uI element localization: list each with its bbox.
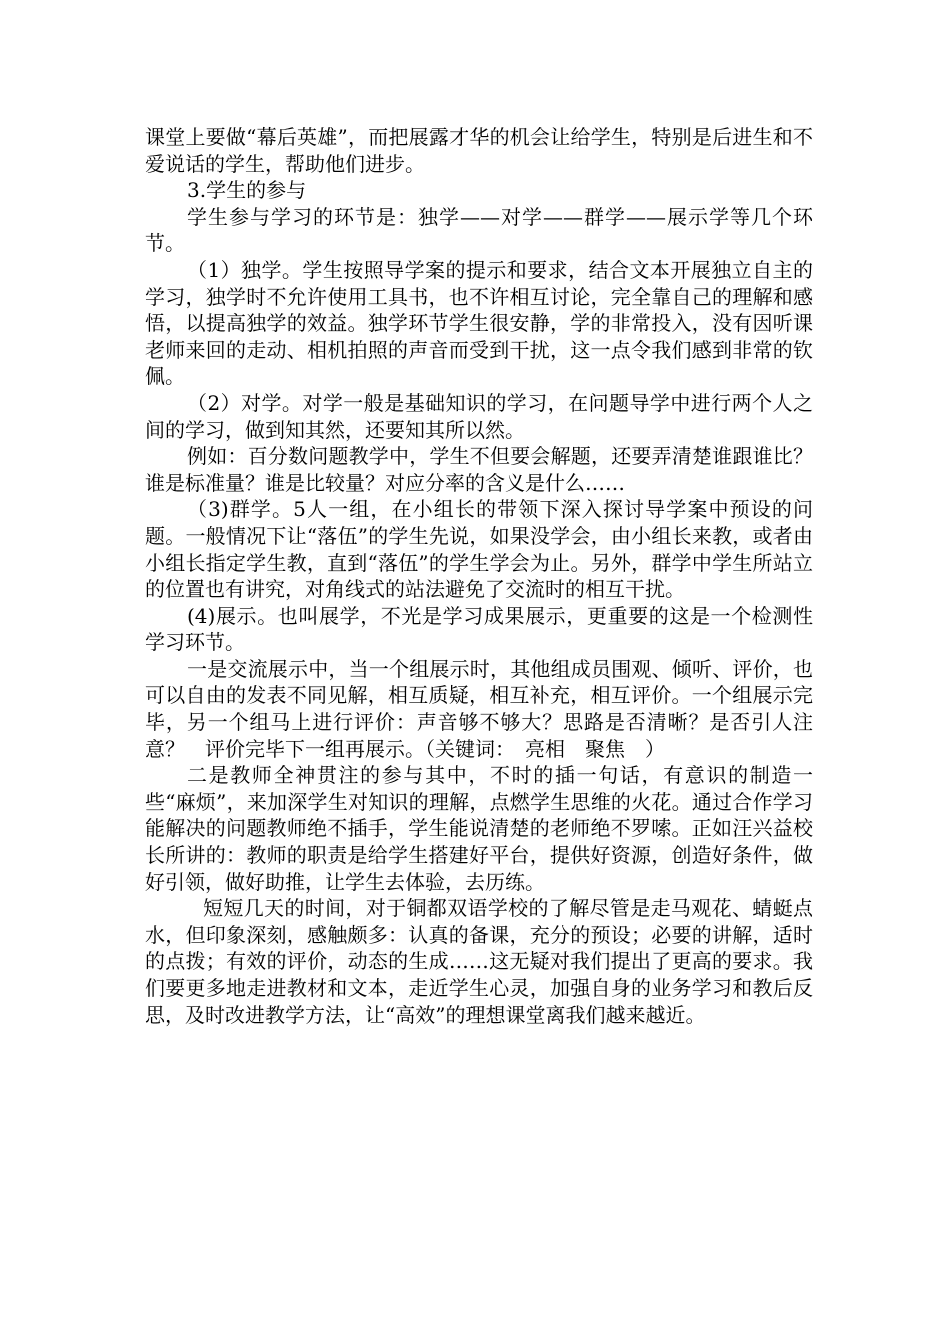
section-heading-student-participation: 3.学生的参与 <box>187 178 307 203</box>
paragraph-pair-study: （2）对学。对学一般是基础知识的学习，在问题导学中进行两个人之间的学习，做到知其然，还要知其所以然。 <box>145 390 813 442</box>
paragraph-exchange-presentation: 一是交流展示中，当一个组展示时，其他组成员围观、倾听、评价，也可以自由的发表不同见解，相互质疑，相互补充，相互评价。一个组展示完毕，另一个组马上进行评价：声音够不够大？思路是否清晰？是否引人注意？ 评价完毕下一组再展示。（关键词： 亮相 聚焦 ） <box>145 656 813 761</box>
paragraph-conclusion: 短短几天的时间，对于铜都双语学校的了解尽管是走马观花、蜻蜓点水，但印象深刻，感触颇多：认真的备课，充分的预设；必要的讲解，适时的点拨；有效的评价，动态的生成……这无疑对我们提出了更高的要求。我们要更多地走进教材和文本，走近学生心灵，加强自身的业务学习和教后反思，及时改进教学方法，让“高效”的理想课堂离我们越来越近。 <box>145 896 813 1027</box>
document-page <box>145 124 813 1028</box>
paragraph-learning-stages: 学生参与学习的环节是：独学——对学——群学——展示学等几个环节。 <box>145 204 813 256</box>
paragraph-continuation: 课堂上要做“幕后英雄”，而把展露才华的机会让给学生，特别是后进生和不爱说话的学生，帮助他们进步。 <box>145 125 813 176</box>
paragraph-example: 例如：百分数问题教学中，学生不但要会解题，还要弄清楚谁跟谁比？谁是标准量？谁是比较量？对应分率的含义是什么…… <box>145 444 813 495</box>
paragraph-teacher-role: 二是教师全神贯注的参与其中，不时的插一句话，有意识的制造一些“麻烦”，来加深学生对知识的理解，点燃学生思维的火花。通过合作学习能解决的问题教师绝不插手，学生能说清楚的老师绝不罗嗦。正如汪兴益校长所讲的：教师的职责是给学生搭建好平台，提供好资源，创造好条件，做好引领，做好助推，让学生去体验，去历练。 <box>145 763 813 894</box>
paragraph-presentation: (4)展示。也叫展学，不光是学习成果展示，更重要的这是一个检测性学习环节。 <box>145 603 813 655</box>
paragraph-independent-study: （1）独学。学生按照导学案的提示和要求，结合文本开展独立自主的学习，独学时不允许使用工具书，也不许相互讨论，完全靠自己的理解和感悟，以提高独学的效益。独学环节学生很安静，学的非常投入，没有因听课老师来回的走动、相机拍照的声音而受到干扰，这一点令我们感到非常的钦佩。 <box>145 257 813 389</box>
paragraph-group-study: （3)群学。5人一组，在小组长的带领下深入探讨导学案中预设的问题。一般情况下让“落伍”的学生先说，如果没学会，由小组长来教，或者由小组长指定学生教，直到“落伍”的学生学会为止。另外，群学中学生所站立的位置也有讲究，对角线式的站法避免了交流时的相互干扰。 <box>145 497 813 602</box>
